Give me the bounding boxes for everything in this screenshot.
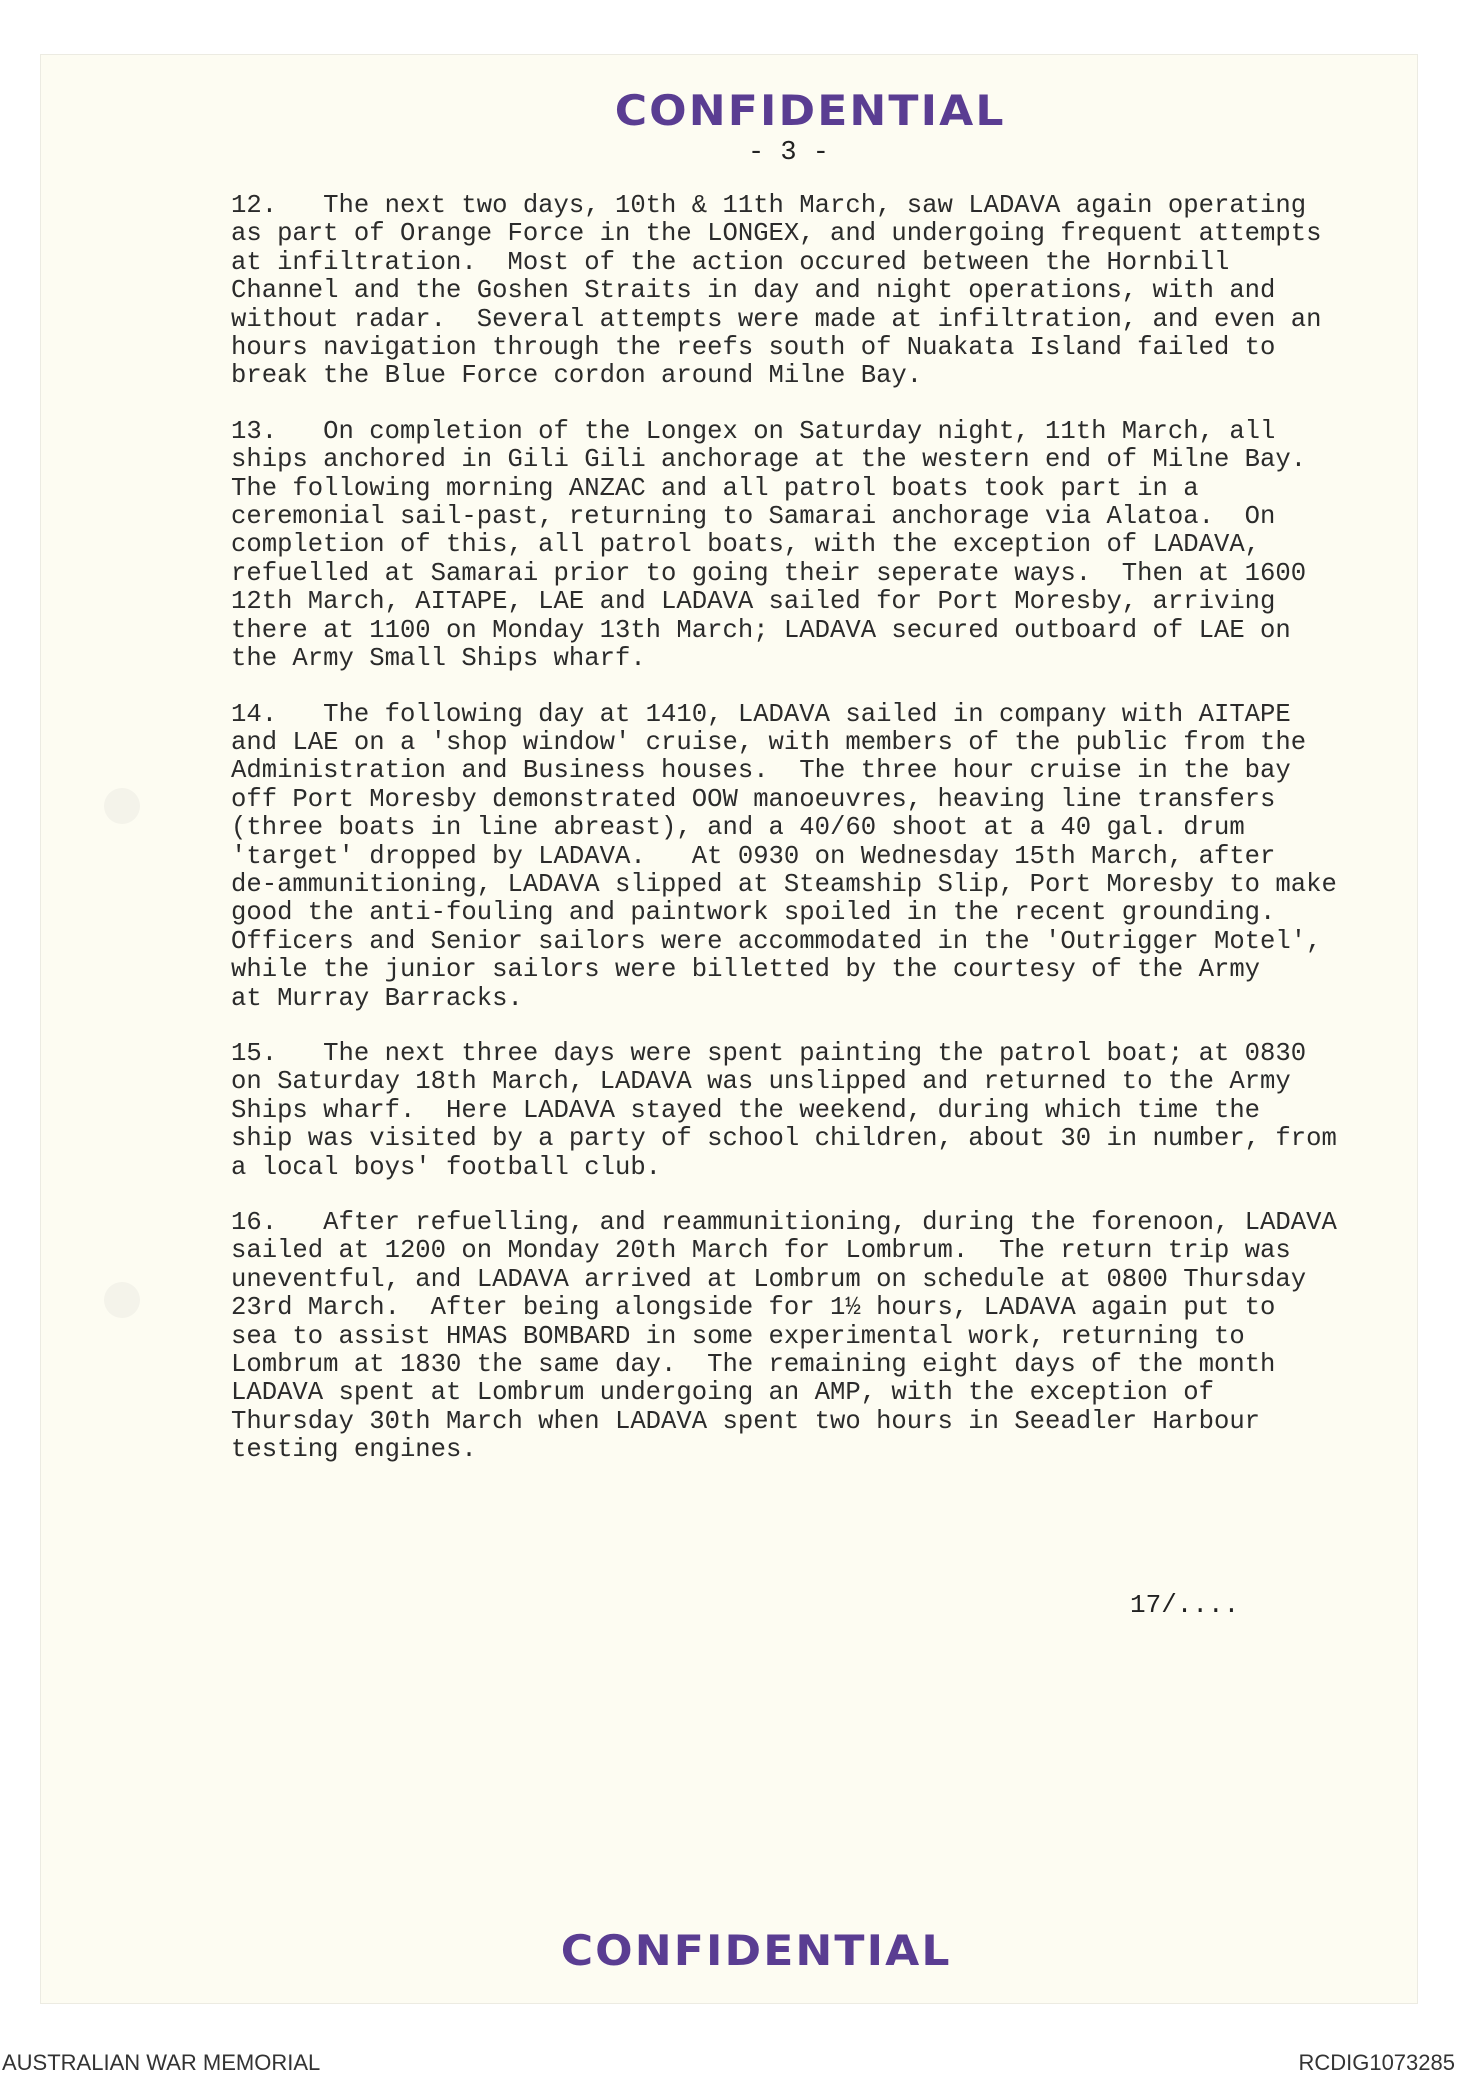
text-line: Officers and Senior sailors were accommodated in the 'Outrigger Motel', (231, 927, 1322, 956)
archive-credit: AUSTRALIAN WAR MEMORIAL (2, 2050, 321, 2075)
text-line: Thursday 30th March when LADAVA spent two hours in Seeadler Harbour (231, 1407, 1261, 1436)
text-line: Lombrum at 1830 the same day. The remaining eight days of the month (231, 1351, 1276, 1380)
archive-reference: RCDIG1073285 (1298, 2050, 1455, 2075)
text-line: there at 1100 on Monday 13th March; LADAVA secured outboard of LAE on (231, 616, 1291, 645)
text-line: uneventful, and LADAVA arrived at Lombrum on schedule at 0800 Thursday (231, 1265, 1307, 1294)
continuation-marker: 17/.... (1130, 1590, 1240, 1620)
text-line: The following morning ANZAC and all patrol boats took part in a (231, 474, 1199, 503)
text-line: 12th March, AITAPE, LAE and LADAVA sailed for Port Moresby, arriving (231, 588, 1276, 617)
text-line: hours navigation through the reefs south of Nuakata Island failed to (231, 334, 1276, 363)
text-line: de-ammunitioning, LADAVA slipped at Steamship Slip, Port Moresby to make (231, 870, 1337, 899)
text-line: 12. The next two days, 10th & 11th March, saw LADAVA again operating (231, 192, 1307, 220)
text-line: the Army Small Ships wharf. (231, 645, 646, 674)
text-line: Administration and Business houses. The three hour cruise in the bay (231, 757, 1291, 786)
confidential-stamp-top: CONFIDENTIAL (614, 86, 1006, 135)
text-line: while the junior sailors were billetted by the courtesy of the Army (231, 956, 1261, 985)
text-line: 14. The following day at 1410, LADAVA sailed in company with AITAPE (231, 700, 1291, 729)
text-line: testing engines. (231, 1436, 477, 1465)
text-line: at Murray Barracks. (231, 984, 523, 1013)
text-line: 'target' dropped by LADAVA. At 0930 on Wednesday 15th March, after (231, 842, 1276, 871)
text-line: at infiltration. Most of the action occured between the Hornbill (231, 248, 1230, 277)
text-line: without radar. Several attempts were made at infiltration, and even an (231, 305, 1322, 334)
document-body (231, 192, 1421, 1492)
text-line: good the anti-fouling and paintwork spoiled in the recent grounding. (231, 899, 1276, 928)
text-line: Ships wharf. Here LADAVA stayed the weekend, during which time the (231, 1096, 1261, 1125)
text-line: completion of this, all patrol boats, with the exception of LADAVA, (231, 531, 1261, 560)
paragraph-13 (231, 418, 1421, 674)
text-line: sea to assist HMAS BOMBARD in some experimental work, returning to (231, 1322, 1245, 1351)
paragraph-14 (231, 701, 1421, 1013)
text-line: 13. On completion of the Longex on Saturday night, 11th March, all (231, 417, 1276, 446)
punch-hole (104, 1282, 140, 1318)
text-line: 15. The next three days were spent painting the patrol boat; at 0830 (231, 1039, 1307, 1068)
text-line: 16. After refuelling, and reammunitioning, during the forenoon, LADAVA (231, 1209, 1337, 1237)
text-line: 23rd March. After being alongside for 1½ hours, LADAVA again put to (231, 1294, 1276, 1323)
text-line: on Saturday 18th March, LADAVA was unslipped and returned to the Army (231, 1068, 1291, 1097)
paragraph-12 (231, 192, 1421, 391)
text-line: ship was visited by a party of school children, about 30 in number, from (231, 1125, 1337, 1154)
paragraph-16 (231, 1209, 1421, 1465)
text-line: break the Blue Force cordon around Milne Bay. (231, 362, 923, 391)
text-line: ships anchored in Gili Gili anchorage at the western end of Milne Bay. (231, 446, 1307, 475)
paragraph-15 (231, 1040, 1421, 1182)
text-line: sailed at 1200 on Monday 20th March for Lombrum. The return trip was (231, 1237, 1291, 1266)
text-line: off Port Moresby demonstrated OOW manoeuvres, heaving line transfers (231, 785, 1276, 814)
text-line: ceremonial sail-past, returning to Samarai anchorage via Alatoa. On (231, 503, 1276, 532)
text-line: as part of Orange Force in the LONGEX, and undergoing frequent attempts (231, 220, 1322, 249)
text-line: a local boys' football club. (231, 1153, 662, 1182)
text-line: (three boats in line abreast), and a 40/60 shoot at a 40 gal. drum (231, 814, 1245, 843)
confidential-stamp-bottom: CONFIDENTIAL (560, 1926, 952, 1975)
text-line: Channel and the Goshen Straits in day and night operations, with and (231, 277, 1276, 306)
page-number: - 3 - (748, 138, 830, 168)
text-line: LADAVA spent at Lombrum undergoing an AMP, with the exception of (231, 1379, 1214, 1408)
text-line: refuelled at Samarai prior to going their seperate ways. Then at 1600 (231, 559, 1307, 588)
text-line: and LAE on a 'shop window' cruise, with members of the public from the (231, 728, 1307, 757)
punch-hole (104, 788, 140, 824)
